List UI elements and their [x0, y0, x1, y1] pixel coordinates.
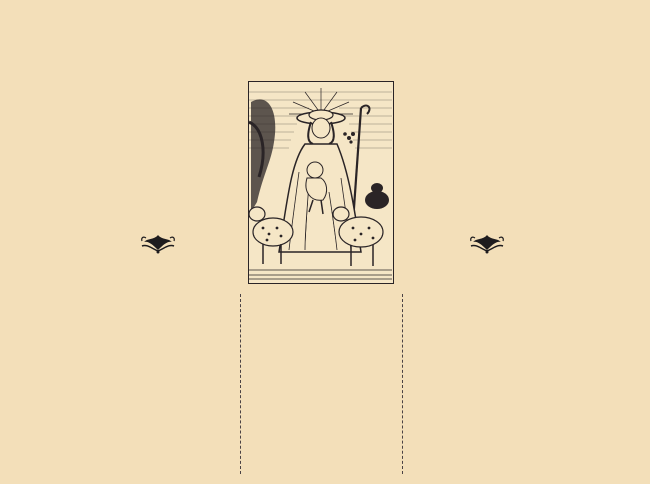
- shepherdess-woodcut-image: [248, 81, 394, 284]
- column-divider-2: [402, 294, 403, 474]
- fleuron-ornament-right: [412, 232, 562, 254]
- right-ornamental-border: [578, 64, 602, 484]
- column-divider-1: [240, 294, 241, 474]
- fleuron-ornament-left: [88, 232, 228, 254]
- top-ornamental-border: [40, 40, 600, 66]
- left-ornamental-border: [40, 64, 64, 484]
